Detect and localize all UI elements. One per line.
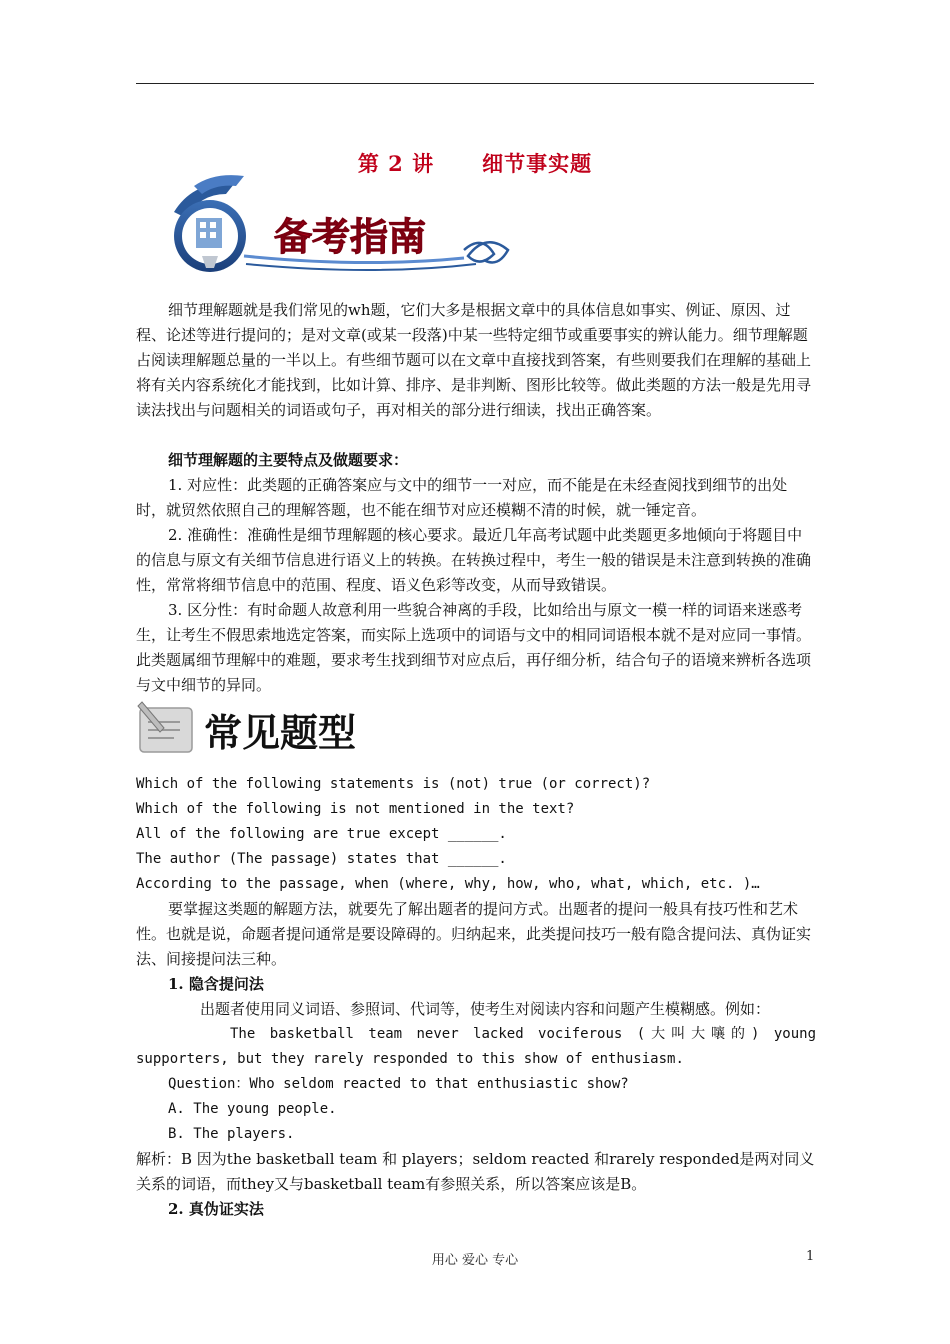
feature-item: 2. 准确性：准确性是细节理解题的核心要求。最近几年高考试题中此类题更多地倾向于将题目中的信息与原文有关细节信息进行语义上的转换。在转换过程中，考生一般的错误是未注意到转换的准确性，常常将细节信息中的范围、程度、语义色彩等改变，从而导致错误。 [136,526,812,594]
method1-option-b: B. The players. [168,1126,295,1142]
question-type: The author (The passage) states that ______. [136,851,507,867]
method1-example: The basketball team never lacked vociferous (大叫大嚷的) young supporters, but they rarely responded to this show of enthusiasm. [136,1026,816,1067]
feature-item: 1. 对应性：此类题的正确答案应与文中的细节一一对应，而不能是在未经查阅找到细节的出处时，就贸然依照自己的理解答题，也不能在细节对应还模糊不清的时候，就一锤定音。 [136,476,788,519]
method2-heading: 2. 真伪证实法 [168,1200,264,1218]
question-types-banner-text: 常见题型 [204,711,357,755]
page-number: 1 [806,1249,815,1264]
method1-heading: 1. 隐含提问法 [168,975,264,993]
guide-banner [164,172,524,290]
header-rule [136,83,814,84]
lecture-topic: 细节事实题 [482,151,593,176]
method1-option-a: A. The young people. [168,1101,337,1117]
feature-item: 3. 区分性：有时命题人故意利用一些貌合神离的手段，比如给出与原文一模一样的词语来迷惑考生，让考生不假思索地选定答案，而实际上选项中的词语与文中的相同词语根本就不是对应同一事情。此类题属细节理解中的难题，要求考生找到细节对应点后，再仔细分析，结合句子的语境来辨析各选项与文中细节的异同。 [136,601,812,694]
intro-paragraph: 细节理解题就是我们常见的wh题，它们大多是根据文章中的具体信息如事实、例证、原因、过程、论述等进行提问的；是对文章(或某一段落)中某一些特定细节或重要事实的辨认能力。细节理解题占阅读理解题总量的一半以上。有些细节题可以在文章中直接找到答案，有些则要我们在理解的基础上将有关内容系统化才能找到，比如计算、排序、是非判断、图形比较等。做此类题的方法一般是先用寻读法找出与问题相关的词语或句子，再对相关的部分进行细读，找出正确答案。 [136,301,812,419]
question-type: Which of the following is not mentioned in the text? [136,801,575,817]
lecture-number: 第 2 讲 [357,151,435,176]
methods-intro: 要掌握这类题的解题方法，就要先了解出题者的提问方式。出题者的提问一般具有技巧性和艺术性。也就是说，命题者提问通常是要设障碍的。归纳起来，此类提问技巧一般有隐含提问法、真伪证实法、间接提问法三种。 [136,900,812,968]
question-type: Which of the following statements is (not) true (or correct)? [136,776,651,792]
guide-banner-text: 备考指南 [274,215,427,259]
method1-description: 出题者使用同义词语、参照词、代词等，使考生对阅读内容和问题产生模糊感。例如： [200,1000,771,1018]
question-type: All of the following are true except ______. [136,826,507,842]
footer-text: 用心 爱心 专心 [431,1253,519,1268]
question-type: According to the passage, when (where, why, how, who, what, which, etc. )… [136,876,760,892]
features-heading: 细节理解题的主要特点及做题要求： [168,451,409,469]
method1-analysis: 解析：B 因为the basketball team 和 players；seldom reacted 和rarely responded是两对同义关系的词语，而they又与basketball team有参照关系，所以答案应该是B。 [136,1150,815,1193]
question-types-banner [134,698,404,760]
method1-question: Question：Who seldom reacted to that enthusiastic show? [168,1076,629,1092]
